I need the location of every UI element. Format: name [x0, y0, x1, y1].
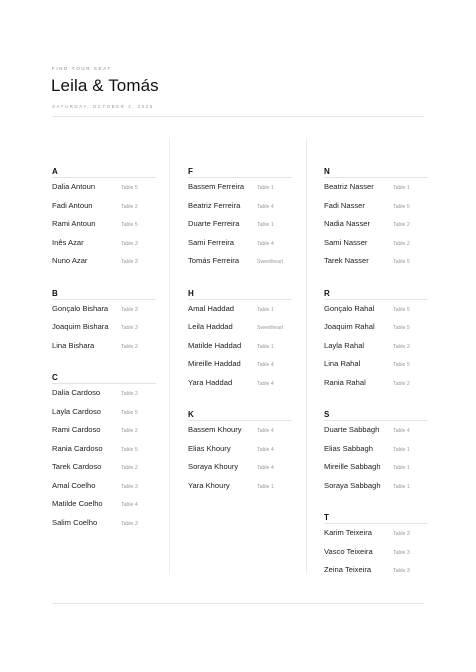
table-assignment: Table 4	[257, 465, 274, 471]
guest-name: Inês Azar	[52, 237, 84, 247]
guest-row	[324, 477, 428, 496]
table-assignment: Table 1	[393, 185, 410, 191]
table-assignment: Table 3	[121, 325, 138, 331]
table-assignment: Table 3	[121, 240, 138, 247]
guest-name: Yara Haddad	[188, 377, 233, 387]
table-assignment: Table 5	[121, 185, 138, 191]
guest-name: Dalia Antoun	[52, 182, 96, 191]
guest-name: Amal Coelho	[52, 480, 96, 490]
table-assignment: Table 5	[393, 259, 410, 265]
guest-row	[52, 234, 156, 253]
guest-name: Elias Khoury	[188, 443, 231, 453]
table-assignment: Table 3	[393, 568, 410, 574]
guest-name: Duarte Ferreira	[188, 219, 240, 228]
letter-group	[188, 167, 292, 271]
guest-name: Tarek Nasser	[324, 256, 369, 265]
letter-heading: C	[52, 373, 156, 384]
table-assignment: Table 3	[393, 531, 410, 537]
guest-row	[188, 215, 292, 234]
letter-heading: K	[188, 410, 292, 421]
table-assignment: Table 4	[257, 362, 274, 368]
guest-name: Soraya Sabbagh	[324, 480, 381, 490]
column-divider	[169, 138, 170, 574]
guest-name: Beatriz Ferreira	[188, 200, 241, 210]
guest-name: Nuno Azar	[52, 256, 88, 265]
guest-row	[188, 234, 292, 253]
table-assignment: Table 1	[393, 483, 410, 490]
guest-name: Sami Ferreira	[188, 237, 234, 247]
guest-row	[188, 300, 292, 319]
guest-name: Soraya Khoury	[188, 462, 239, 471]
guest-row	[52, 197, 156, 216]
guest-row	[52, 384, 156, 403]
letter-heading: F	[188, 167, 292, 178]
guest-row	[52, 252, 156, 271]
table-assignment: Table 2	[121, 343, 138, 350]
table-assignment: Table 3	[121, 306, 138, 313]
guest-row	[324, 561, 428, 580]
guest-name: Beatriz Nasser	[324, 182, 374, 191]
guest-row	[52, 215, 156, 234]
table-assignment: Table 1	[257, 306, 274, 313]
table-assignment: Table 3	[121, 520, 138, 527]
table-assignment: Sweetheart	[257, 325, 284, 331]
guest-name: Matilde Coelho	[52, 499, 103, 508]
guest-row	[188, 355, 292, 374]
guest-row	[324, 421, 428, 440]
letter-group	[324, 289, 428, 393]
guest-name: Zeina Teixeira	[324, 565, 372, 574]
table-assignment: Table 1	[257, 343, 274, 350]
guest-row	[52, 514, 156, 533]
letter-group	[52, 167, 156, 271]
guest-name: Fadi Nasser	[324, 200, 365, 210]
guest-name: Duarte Sabbagh	[324, 425, 380, 434]
guest-name: Layla Cardoso	[52, 406, 101, 416]
table-assignment: Table 2	[121, 203, 138, 210]
guest-row	[324, 197, 428, 216]
guest-name: Matilde Haddad	[188, 340, 242, 350]
table-assignment: Table 2	[121, 391, 138, 397]
guest-row	[52, 300, 156, 319]
guest-name: Lina Rahal	[324, 359, 361, 368]
guest-row	[52, 440, 156, 459]
guest-name: Joaquim Bishara	[52, 322, 109, 331]
letter-group	[52, 289, 156, 356]
guest-row	[188, 318, 292, 337]
guest-row	[188, 178, 292, 197]
header-divider	[52, 116, 424, 117]
letter-heading: B	[52, 289, 156, 300]
guest-row	[324, 215, 428, 234]
guest-row	[324, 337, 428, 356]
letter-group	[188, 289, 292, 393]
guest-row	[324, 252, 428, 271]
table-assignment: Sweetheart	[257, 259, 284, 265]
footer-divider	[52, 603, 424, 604]
guest-name: Tomás Ferreira	[188, 256, 240, 265]
guest-row	[188, 477, 292, 496]
table-assignment: Table 2	[393, 222, 410, 228]
letter-heading: S	[324, 410, 428, 421]
guest-name: Rami Cardoso	[52, 425, 101, 434]
guest-name: Dalia Cardoso	[52, 388, 101, 397]
letter-group	[188, 410, 292, 495]
guest-row	[52, 458, 156, 477]
guest-row	[324, 300, 428, 319]
guest-row	[188, 252, 292, 271]
letter-heading: T	[324, 513, 428, 524]
guest-name: Mireille Sabbagh	[324, 462, 381, 471]
guest-row	[188, 374, 292, 393]
guest-name: Rami Antoun	[52, 219, 96, 228]
guest-name: Gonçalo Bishara	[52, 303, 109, 313]
guest-row	[52, 318, 156, 337]
table-assignment: Table 4	[393, 428, 410, 434]
page-title: Leila & Tomás	[51, 76, 159, 95]
table-assignment: Table 4	[257, 203, 274, 210]
guest-name: Bassem Khoury	[188, 425, 242, 434]
guest-name: Nadia Nasser	[324, 219, 371, 228]
table-assignment: Table 5	[393, 325, 410, 331]
guest-name: Salim Coelho	[52, 517, 98, 527]
letter-heading: R	[324, 289, 428, 300]
table-assignment: Table 2	[121, 465, 138, 471]
table-assignment: Table 1	[393, 465, 410, 471]
guest-name: Amal Haddad	[188, 303, 235, 313]
table-assignment: Table 4	[257, 240, 274, 247]
guest-name: Layla Rahal	[324, 340, 365, 350]
guest-name: Yara Khoury	[188, 480, 230, 490]
table-assignment: Table 2	[393, 343, 410, 350]
guest-row	[188, 458, 292, 477]
table-assignment: Table 4	[257, 380, 274, 387]
letter-group	[324, 167, 428, 271]
guest-row	[324, 458, 428, 477]
guest-name: Bassem Ferreira	[188, 182, 245, 191]
guest-row	[324, 543, 428, 562]
guest-name: Lina Bishara	[52, 340, 95, 350]
guest-name: Vasco Teixeira	[324, 546, 373, 556]
guest-name: Fadi Antoun	[52, 200, 93, 210]
letter-group	[324, 410, 428, 495]
guest-column-2	[188, 167, 292, 495]
guest-column-1	[52, 167, 156, 532]
table-assignment: Table 3	[393, 549, 410, 556]
guest-row	[324, 355, 428, 374]
guest-row	[188, 337, 292, 356]
table-assignment: Table 5	[393, 306, 410, 313]
table-assignment: Table 2	[121, 428, 138, 434]
column-divider	[306, 138, 307, 574]
table-assignment: Table 5	[393, 203, 410, 210]
guest-row	[52, 178, 156, 197]
guest-row	[188, 197, 292, 216]
letter-heading: H	[188, 289, 292, 300]
guest-row	[188, 421, 292, 440]
table-assignment: Table 1	[257, 222, 274, 228]
guest-row	[324, 440, 428, 459]
guest-name: Joaquim Rahal	[324, 322, 375, 331]
eyebrow-text: FIND YOUR SEAT	[52, 66, 112, 71]
table-assignment: Table 1	[257, 185, 274, 191]
guest-column-3	[324, 167, 428, 580]
table-assignment: Table 1	[257, 483, 274, 490]
letter-group	[52, 373, 156, 532]
guest-name: Karim Teixeira	[324, 528, 372, 537]
letter-group	[324, 513, 428, 580]
guest-name: Sami Nasser	[324, 237, 368, 247]
event-date: SATURDAY, OCTOBER 3, 2026	[52, 104, 154, 109]
guest-row	[52, 403, 156, 422]
table-assignment: Table 5	[393, 362, 410, 368]
guest-row	[52, 477, 156, 496]
letter-heading: N	[324, 167, 428, 178]
guest-row	[324, 178, 428, 197]
table-assignment: Table 3	[121, 483, 138, 490]
guest-name: Rania Cardoso	[52, 443, 103, 453]
guest-name: Rania Rahal	[324, 377, 366, 387]
table-assignment: Table 3	[121, 259, 138, 265]
guest-row	[52, 421, 156, 440]
table-assignment: Table 2	[393, 240, 410, 247]
table-assignment: Table 5	[121, 446, 138, 453]
guest-name: Gonçalo Rahal	[324, 303, 375, 313]
guest-row	[324, 318, 428, 337]
guest-row	[52, 495, 156, 514]
guest-name: Leila Haddad	[188, 322, 233, 331]
table-assignment: Table 1	[393, 446, 410, 453]
guest-row	[188, 440, 292, 459]
guest-name: Tarek Cardoso	[52, 462, 102, 471]
table-assignment: Table 2	[393, 380, 410, 387]
table-assignment: Table 4	[257, 428, 274, 434]
guest-row	[52, 337, 156, 356]
letter-heading: A	[52, 167, 156, 178]
guest-row	[324, 234, 428, 253]
guest-name: Elias Sabbagh	[324, 443, 373, 453]
table-assignment: Table 4	[121, 502, 138, 508]
guest-name: Mireille Haddad	[188, 359, 241, 368]
guest-row	[324, 524, 428, 543]
table-assignment: Table 4	[257, 446, 274, 453]
guest-row	[324, 374, 428, 393]
table-assignment: Table 5	[121, 409, 138, 416]
table-assignment: Table 5	[121, 222, 138, 228]
